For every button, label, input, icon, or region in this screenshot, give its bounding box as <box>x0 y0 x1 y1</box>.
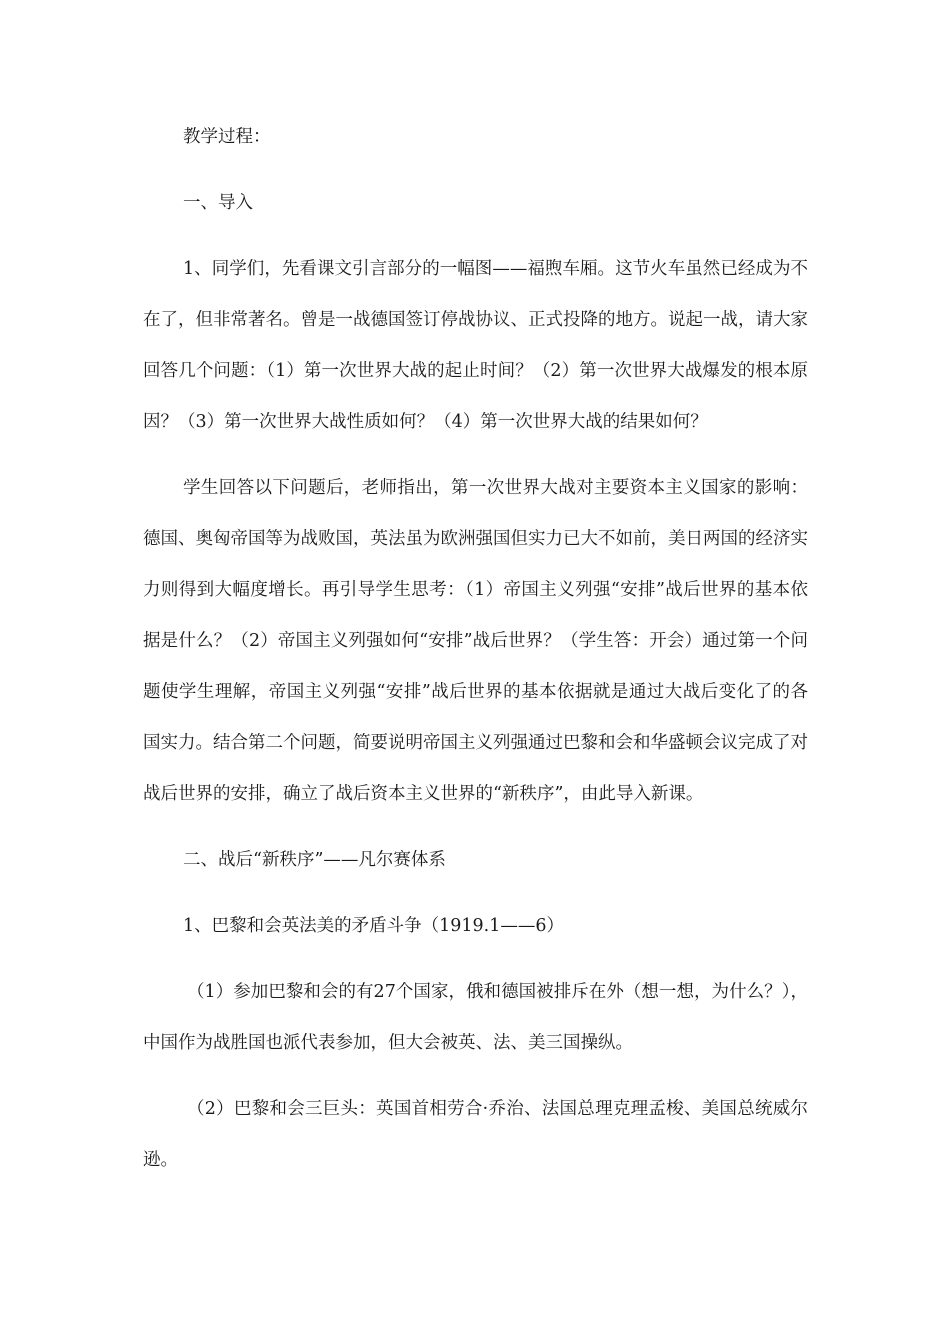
document-body <box>143 112 808 1201</box>
paragraph-teacher-explanation: 学生回答以下问题后，老师指出，第一次世界大战对主要资本主义国家的影响：德国、奥匈帝国等为战败国，英法虽为欧洲强国但实力已大不如前，美日两国的经济实力则得到大幅度增长。再引导学生思考：（1）帝国主义列强“安排”战后世界的基本依据是什么？（2）帝国主义列强如何“安排”战后世界？（学生答：开会）通过第一个问题使学生理解，帝国主义列强“安排”战后世界的基本依据就是通过大战后变化了的各国实力。结合第二个问题，简要说明帝国主义列强通过巴黎和会和华盛顿会议完成了对战后世界的安排，确立了战后资本主义世界的“新秩序”，由此导入新课。 <box>143 478 808 804</box>
paragraph-participants: （1）参加巴黎和会的有27个国家，俄和德国被排斥在外（想一想，为什么？），中国作为战胜国也派代表参加，但大会被英、法、美三国操纵。 <box>143 982 808 1053</box>
section-heading-introduction: 一、导入 <box>183 193 253 213</box>
subheading-paris-peace-conference: 1、巴黎和会英法美的矛盾斗争（1919.1——6） <box>183 916 564 936</box>
section-heading-teaching-process: 教学过程： <box>183 127 271 147</box>
paragraph-big-three: （2）巴黎和会三巨头：英国首相劳合·乔治、法国总理克理孟梭、美国总统威尔逊。 <box>143 1099 808 1170</box>
paragraph-intro-questions: 1、同学们，先看课文引言部分的一幅图——福煦车厢。这节火车虽然已经成为不在了，但非常著名。曾是一战德国签订停战协议、正式投降的地方。说起一战，请大家回答几个问题：（1）第一次世界大战的起止时间？（2）第一次世界大战爆发的根本原因？（3）第一次世界大战性质如何？（4）第一次世界大战的结果如何？ <box>143 259 808 432</box>
section-heading-versailles-system: 二、战后“新秩序”——凡尔赛体系 <box>183 850 446 870</box>
